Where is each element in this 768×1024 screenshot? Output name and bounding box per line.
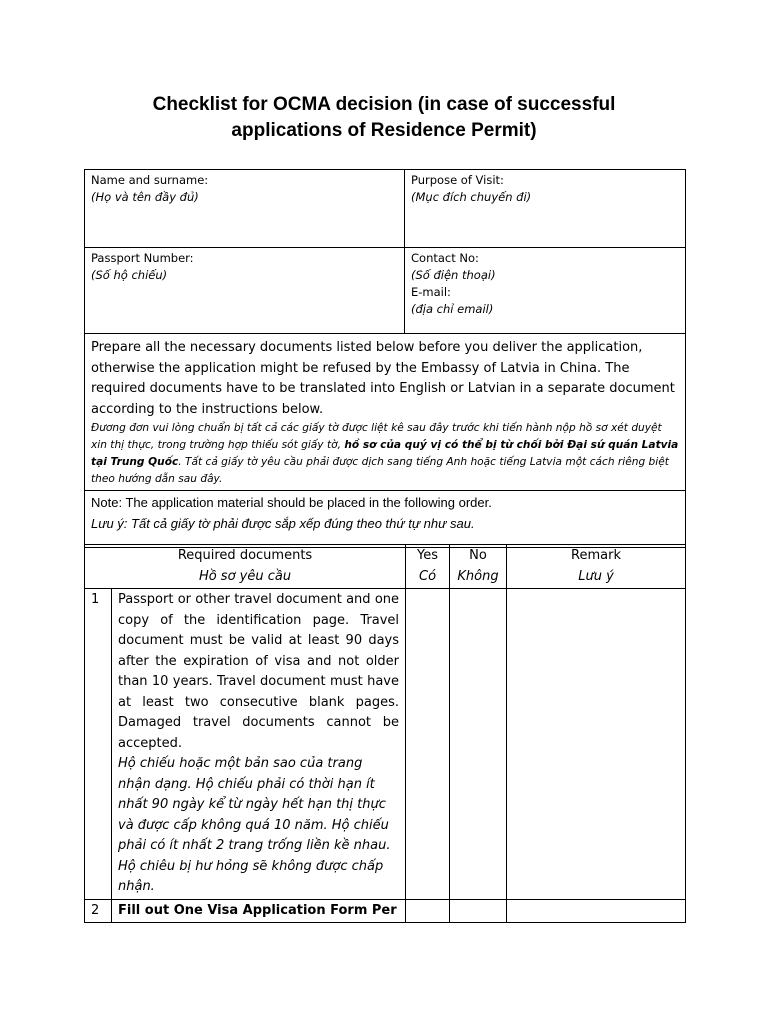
remark-cell[interactable] [507,589,686,900]
purpose-label: Purpose of Visit: [411,173,504,187]
required-documents-table [84,544,686,923]
note-text-vi: Lưu ý: Tất cả giấy tờ phải được sắp xếp đúng theo thứ tự như sau. [91,516,475,531]
header-remark-vi: Lưu ý [578,568,614,584]
header-yes-en: Yes [417,548,439,563]
header-yes-vi: Có [419,568,437,584]
instructions-notice [85,334,686,491]
title-line-2: applications of Residence Permit) [231,120,537,141]
row-description-vi: Hộ chiếu hoặc một bản sao của trang nhận dạng. Hộ chiếu phải có thời hạn ít nhất 90 ngày kể từ ngày hết hạn thị thực và được cấp không quá 10 năm. Hộ chiếu phải có ít nhất 2 trang trống liền kề nhau. Hộ chiêu bị hư hỏng sẽ không được chấp nhận. [118,756,391,894]
notice-text-vi [91,420,679,488]
header-yes [406,545,450,589]
row-description-en: Passport or other travel document and one copy of the identification page. Travel document must be valid at least 90 days after the expiration of visa and not older than 10 years. Travel document must have at least two consecutive blank pages. Damaged travel documents cannot be accepted. [118,592,400,751]
row-description [112,899,406,923]
table-row [85,899,686,923]
notice-text-en: Prepare all the necessary documents listed below before you deliver the application, otherwise the application might be refused by the Embassy of Latvia in China. The required documents have to be translated into English or Latvian in a separate document according to the instructions below. [91,340,675,417]
purpose-field[interactable] [405,170,686,248]
contact-label-vi: (Số điện thoại) [411,268,496,282]
header-required-documents [85,545,406,589]
no-checkbox-cell[interactable] [450,589,507,900]
yes-checkbox-cell[interactable] [406,899,450,923]
notice-vi-part1: Đương đơn vui lòng chuẩn bị tất cả các giấy tờ được liệt kê sau đây trước khi tiến hành nộp hồ sơ xét duyệt xin thị thực, trong trường hợp thiếu sót giấy tờ, [91,422,662,451]
row-description [112,589,406,900]
header-required-en: Required documents [177,548,313,563]
contact-label: Contact No: [411,251,479,265]
row-number: 1 [85,589,112,900]
header-remark-en: Remark [571,548,621,563]
no-checkbox-cell[interactable] [450,899,507,923]
passport-field[interactable] [85,248,405,334]
table-row [85,589,686,900]
email-label-vi: (địa chỉ email) [411,302,494,316]
notice-vi-bold: hồ sơ của quý vị có thể bị từ chối bởi Đại sứ quán Latvia tại Trung Quốc [91,439,679,468]
applicant-info-table [84,169,686,548]
name-label: Name and surname: [91,173,209,187]
table-header-row [85,545,686,589]
remark-cell[interactable] [507,899,686,923]
contact-field[interactable] [405,248,686,334]
purpose-label-vi: (Mục đích chuyến đi) [411,190,532,204]
row-number: 2 [85,899,112,923]
header-no-vi: Không [457,568,499,584]
title-line-1: Checklist for OCMA decision (in case of successful [152,94,616,115]
name-label-vi: (Họ và tên đầy đủ) [91,190,199,204]
name-field[interactable] [85,170,405,248]
header-no [450,545,507,589]
notice-vi-part2: . Tất cả giấy tờ yêu cầu phải được dịch sang tiếng Anh hoặc tiếng Latvia một cách riêng biệt theo hướng dẫn sau đây. [91,456,669,485]
passport-label-vi: (Số hộ chiếu) [91,268,168,282]
header-no-en: No [469,548,487,563]
note-text-en: Note: The application material should be placed in the following order. [91,495,492,510]
header-required-vi: Hồ sơ yêu cầu [198,568,292,584]
yes-checkbox-cell[interactable] [406,589,450,900]
row-description-en: Fill out One Visa Application Form Per [118,902,397,918]
passport-label: Passport Number: [91,251,194,265]
order-note [85,491,686,548]
document-title [0,92,768,144]
header-remark [507,545,686,589]
email-label: E-mail: [411,285,451,299]
